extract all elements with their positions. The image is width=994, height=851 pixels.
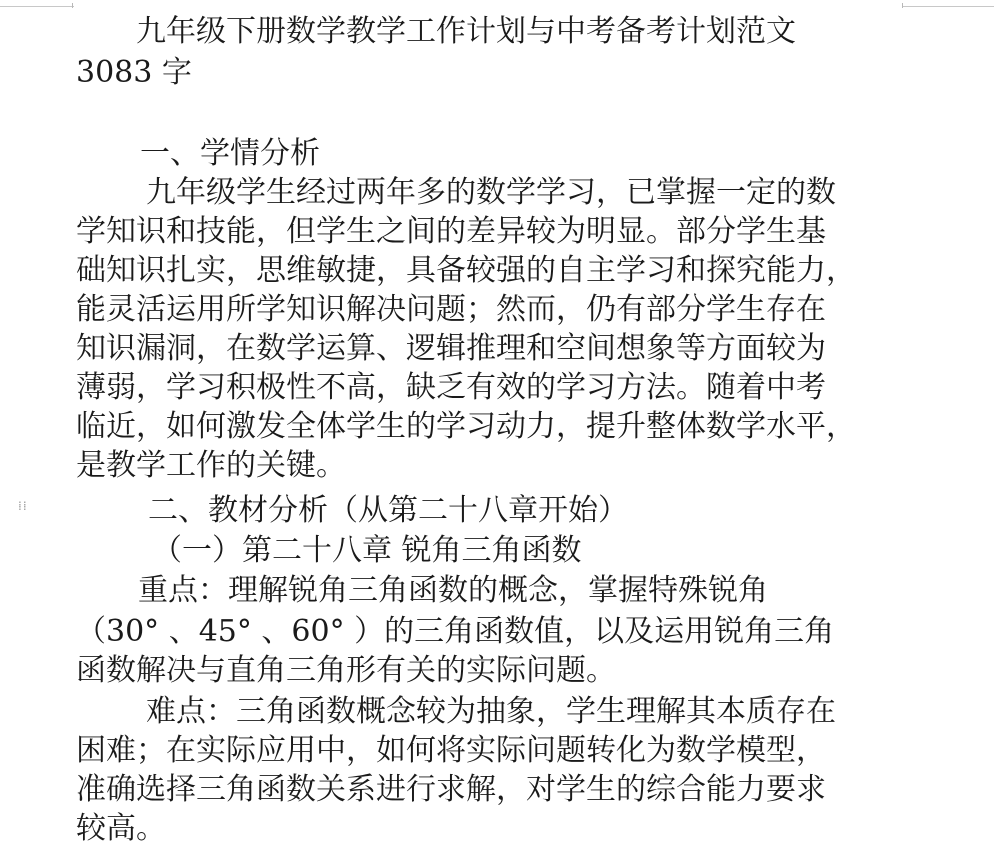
paragraph-line: 准确选择三角函数关系进行求解，对学生的综合能力要求 [76,772,826,807]
paragraph-line: 础知识扎实，思维敏捷，具备较强的自主学习和探究能力， [76,253,856,288]
paragraph-line: 较高。 [76,811,166,846]
section-heading-learning-analysis: 一、学情分析 [140,136,320,171]
right-margin-marker [902,6,994,13]
subsection-heading-chapter-28: （一）第二十八章 锐角三角函数 [152,533,582,568]
paragraph-line: 临近，如何激发全体学生的学习动力，提升整体数学水平， [76,409,856,444]
paragraph-line-difficulty: 难点：三角函数概念较为抽象，学生理解其本质存在 [146,694,836,729]
document-title: 九年级下册数学教学工作计划与中考备考计划范文 [136,14,796,49]
drag-handle-icon[interactable]: ⁞⁞ [18,499,28,513]
left-margin-marker [0,6,74,13]
paragraph-line: 困难；在实际应用中，如何将实际问题转化为数学模型， [76,733,826,768]
paragraph-line: 能灵活运用所学知识解决问题；然而，仍有部分学生存在 [76,292,826,327]
paragraph-line: （30° 、45° 、60° ）的三角函数值，以及运用锐角三角 [76,614,835,649]
paragraph-line: 九年级学生经过两年多的数学学习，已掌握一定的数 [146,175,836,210]
paragraph-line: 函数解决与直角三角形有关的实际问题。 [76,653,616,688]
paragraph-line-key-points: 重点：理解锐角三角函数的概念，掌握特殊锐角 [138,573,768,608]
document-title-wordcount: 3083 字 [76,55,192,90]
paragraph-line: 学知识和技能，但学生之间的差异较为明显。部分学生基 [76,214,826,249]
paragraph-line: 是教学工作的关键。 [76,448,346,483]
section-heading-textbook-analysis: 二、教材分析（从第二十八章开始） [148,493,628,528]
paragraph-line: 知识漏洞，在数学运算、逻辑推理和空间想象等方面较为 [76,331,826,366]
paragraph-line: 薄弱，学习积极性不高，缺乏有效的学习方法。随着中考 [76,370,826,405]
